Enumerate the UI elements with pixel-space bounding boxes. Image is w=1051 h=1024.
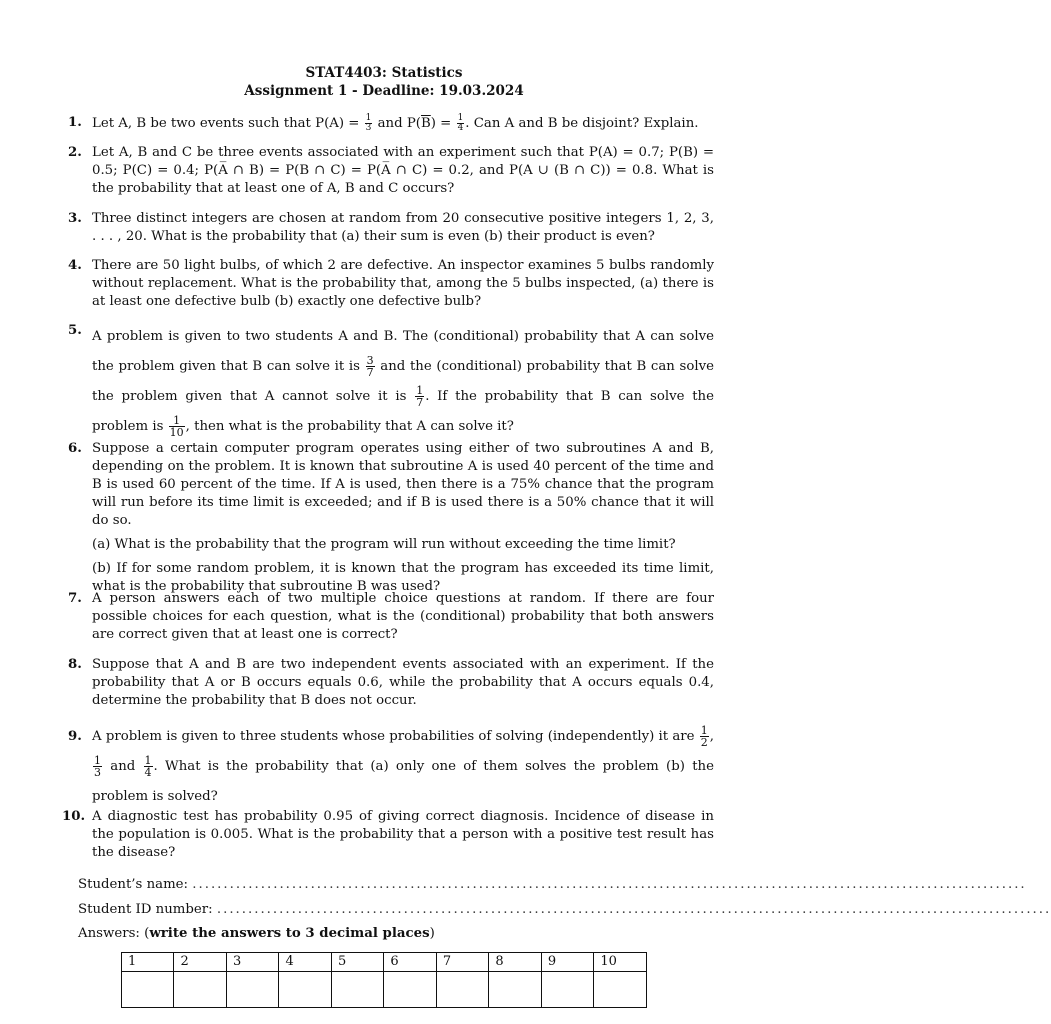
answer-cell-10[interactable] [594,972,647,1008]
answer-header-cell: 10 [594,953,647,972]
student-name-label: Student’s name: [78,877,189,892]
question-6a: (a) What is the probability that the program will run without exceeding the time limit? [92,537,676,552]
answer-header-cell: 1 [122,953,174,972]
answer-table-header [122,953,647,972]
question-number: 5. [68,323,82,338]
question-number: 1. [68,115,82,130]
question-1: 1. Let A, B be two events such that P(A) = $\frac{1}{3}$ and $P(\overline{B})$ = $\frac{1}{4}$ . Can A and B be disjoint? Explain. [68,113,699,133]
fraction: $\frac{3}{7}$ [366,354,374,379]
answer-header-cell: 7 [436,953,488,972]
question-number: 10. [62,809,86,824]
answer-header-cell: 9 [541,953,593,972]
question-9: 9. A problem is given to three students whose probabilities of solving (independently) it are $\frac{1}{2}$ , $\frac{1}{3}$ and $\frac{1}{4}$ . What is the probability that (a) only one of them solves the problem (b) the problem is solved? [68,724,714,804]
question-5: 5. A problem is given to two students A and B. The (conditional) probability that A can solve the problem given that B can solve it is $\frac{3}{7}$ and the (conditional) probability that B can solve the problem given that A cannot solve it is $\frac{1}{7}$ . If the probability that B can solve the problem is $\frac{1}{10}$ , then what is the probability that A can solve it? [68,323,714,439]
question-number: 6. [68,441,82,456]
question-6 [68,440,714,596]
answer-cell-4[interactable] [279,972,331,1008]
student-id-label: Student ID number: [78,902,213,917]
answer-header-cell: 6 [384,953,436,972]
question-text: Suppose a certain computer program operates using either of two subroutines A and B, depending on the problem. It is known that subroutine A is used 40 percent of the time and B is used 60 percent of the time. If A is used, then there is a 75% chance that the program will run before its time limit is exceeded; and if B is used there is a 50% chance that it will do so. [92,441,714,528]
question-number: 8. [68,657,82,672]
question-7 [68,590,714,644]
assignment-title: Assignment 1 - Deadline: 19.03.2024 [244,83,524,99]
fraction: $\frac{1}{3}$ [94,754,101,779]
answers-instruction: Answers: (write the answers to 3 decimal places) [78,926,435,941]
answer-header-cell: 4 [279,953,331,972]
fraction: $\frac{1}{3}$ [365,113,372,133]
question-text: A diagnostic test has probability 0.95 of giving correct diagnosis. Incidence of disease in the population is 0.005. What is the probability that a person with a positive test result has the disease? [92,809,714,860]
fraction: $\frac{1}{10}$ [169,414,184,439]
question-number: 4. [68,258,82,273]
question-number: 7. [68,591,82,606]
question-number: 9. [68,729,82,744]
course-title: STAT4403: Statistics [305,65,463,81]
fraction: $\frac{1}{4}$ [144,754,152,779]
answers-instruction-bold: write the answers to 3 decimal places [149,926,430,941]
answer-header-cell: 8 [489,953,541,972]
answer-row [122,972,647,1008]
answer-cell-5[interactable] [331,972,383,1008]
question-text: Three distinct integers are chosen at random from 20 consecutive positive integers 1, 2, 3, . . . , 20. What is the probability that (a) their sum is even (b) their product is even? [92,211,714,244]
answer-header-cell: 2 [174,953,226,972]
fraction: $\frac{1}{4}$ [457,113,464,133]
answer-cell-3[interactable] [226,972,278,1008]
question-text: Suppose that A and B are two independent events associated with an experiment. If the probability that A or B occurs equals 0.6, while the probability that A occurs equals 0.4, determine the probability that B does not occur. [92,657,714,708]
question-2 [68,144,714,198]
answer-cell-9[interactable] [541,972,593,1008]
student-name-dots: ...................................................................................................................................... [192,877,1027,892]
question-4 [68,257,714,311]
student-name-field[interactable] [78,876,1027,894]
question-number: 3. [68,211,82,226]
question-6b: (b) If for some random problem, it is known that the program has exceeded its time limit, what is the probability that subroutine B was used? [92,561,714,594]
answer-cell-7[interactable] [436,972,488,1008]
question-10 [62,808,714,862]
student-id-dots: ...................................................................................................................................... [216,902,1051,917]
answer-cell-2[interactable] [174,972,226,1008]
question-number: 2. [68,145,82,160]
question-3 [68,210,714,246]
answer-table [121,952,647,1008]
student-id-field[interactable] [78,901,1051,919]
question-text: A person answers each of two multiple choice questions at random. If there are four possible choices for each question, what is the (conditional) probability that both answers are correct given that at least one is correct? [92,591,714,642]
fraction: $\frac{1}{7}$ [416,384,424,409]
fraction: $\frac{1}{2}$ [700,724,708,749]
answer-header-cell: 3 [226,953,278,972]
question-text: There are 50 light bulbs, of which 2 are defective. An inspector examines 5 bulbs randomly without replacement. What is the probability that, among the 5 bulbs inspected, (a) there is at least one defective bulb (b) exactly one defective bulb? [92,258,714,309]
answer-cell-1[interactable] [122,972,174,1008]
question-text: Let A, B and C be three events associated with an experiment such that P(A) = 0.7; P(B) = 0.5; P(C) = 0.4; P(A̅ ∩ B) = P(B ∩ C) = P(A̅ ∩ C) = 0.2, and P(A ∪ (B ∩ C)) = 0.8. What is the probability that at least one of A, B and C occurs? [92,145,714,196]
answer-cell-8[interactable] [489,972,541,1008]
answer-header-cell: 5 [331,953,383,972]
question-8 [68,656,714,710]
answer-cell-6[interactable] [384,972,436,1008]
